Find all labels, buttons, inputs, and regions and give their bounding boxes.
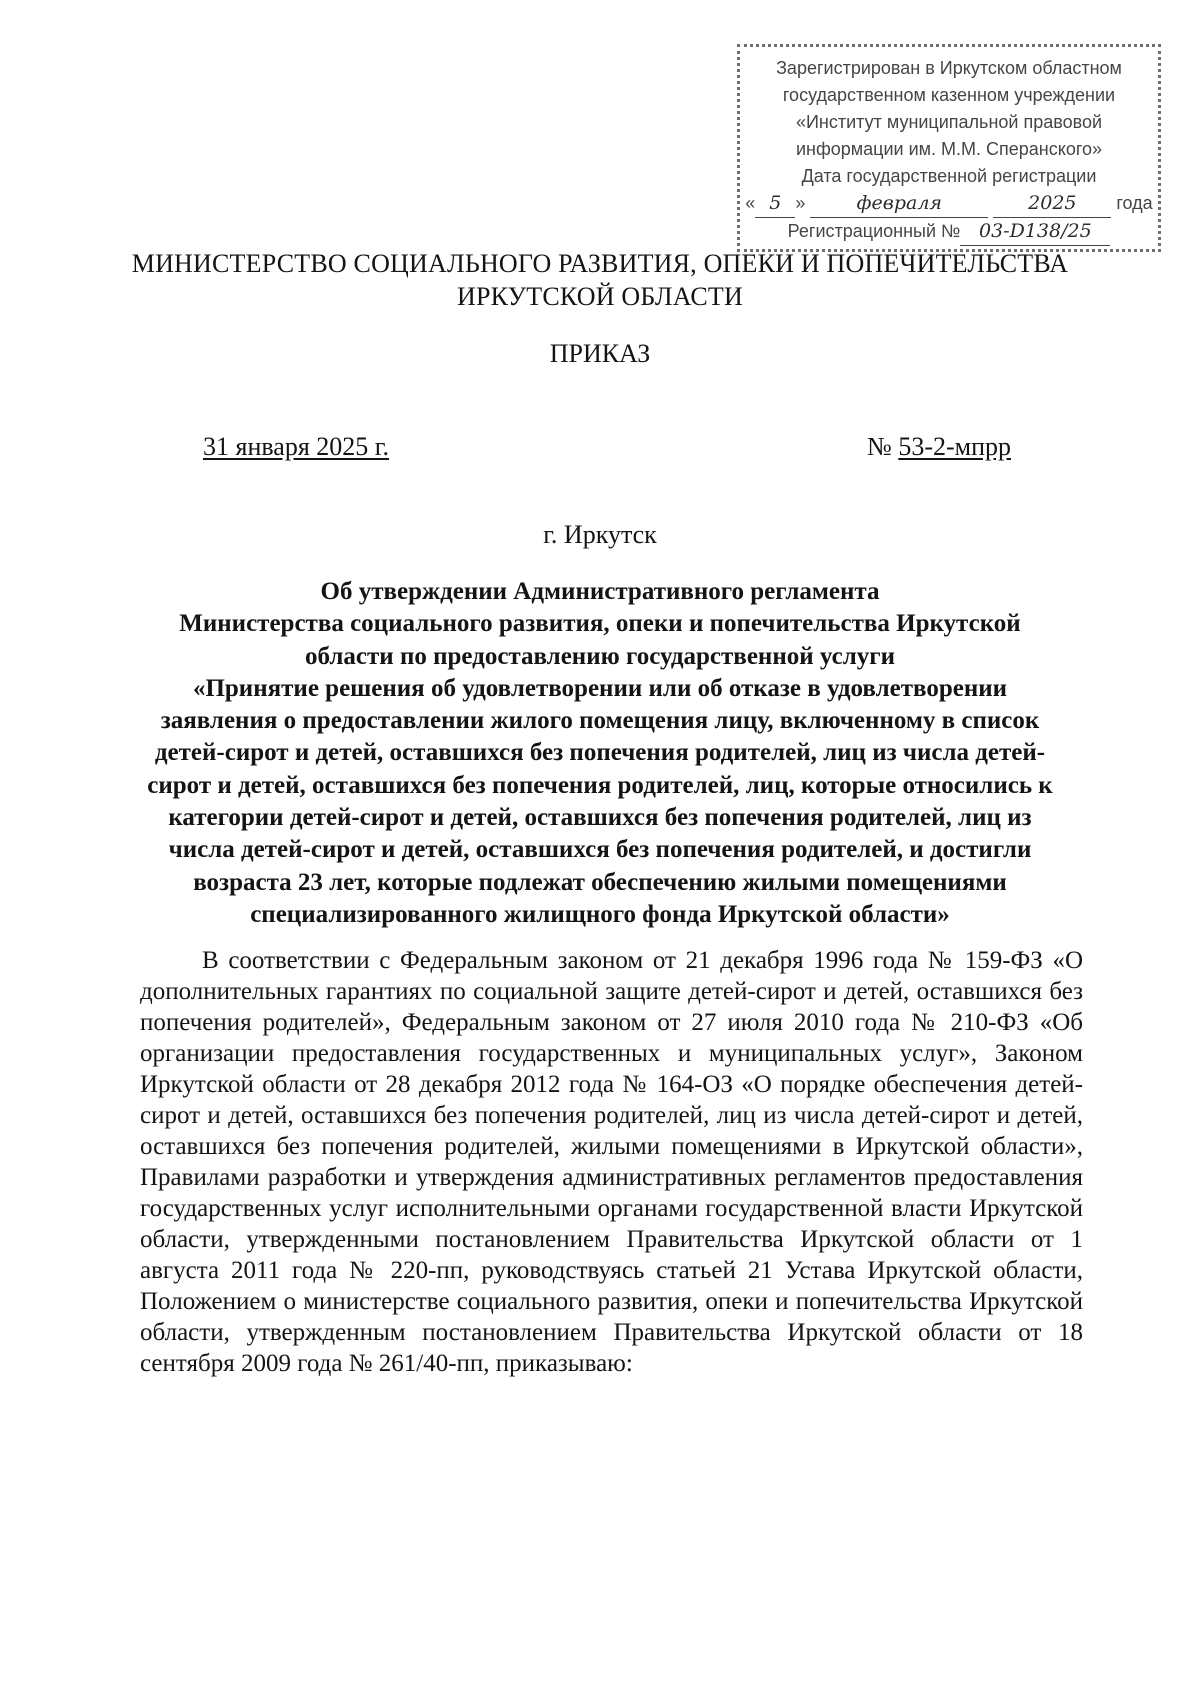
stamp-close-quote: » [795,193,806,213]
order-city: г. Иркутск [543,520,657,549]
order-title-line: возраста 23 лет, которые подлежат обеспечению жилыми помещениями [193,868,1007,896]
order-title-line: специализированного жилищного фонда Иркутской области» [250,900,950,928]
document-type: ПРИКАЗ [549,339,651,368]
order-number-prefix: № [867,432,892,461]
order-title-line: числа детей-сирот и детей, оставшихся без попечения родителей, и достигли [168,836,1032,864]
stamp-date-suffix: года [1116,193,1153,213]
order-number [867,430,1011,463]
stamp-line: «Институт муниципальной правовой [795,112,1103,132]
stamp-line: информации им. М.М. Сперанского» [795,139,1103,159]
registration-stamp [737,44,1161,252]
stamp-date-month: февраля [810,190,988,218]
ministry-name-line: ИРКУТСКОЙ ОБЛАСТИ [456,282,743,311]
order-title-line: заявления о предоставлении жилого помещения лицу, включенному в список [160,707,1040,735]
order-title-line: сирот и детей, оставшихся без попечения родителей, лиц, которые относились к [147,771,1053,799]
stamp-registration-date [740,190,1158,218]
stamp-date-day: 5 [755,190,795,218]
ministry-name [0,247,1200,313]
stamp-line: государственном казенном учреждении [782,85,1116,105]
ministry-name-line: МИНИСТЕРСТВО СОЦИАЛЬНОГО РАЗВИТИЯ, ОПЕКИ И ПОПЕЧИТЕЛЬСТВА [131,249,1069,278]
order-number-value: 53-2-мпрр [898,432,1011,461]
order-title-line: категории детей-сирот и детей, оставшихся без попечения родителей, лиц из [168,804,1032,832]
stamp-open-quote: « [745,193,756,213]
stamp-registration-number [740,218,1158,246]
order-title-line: «Принятие решения об удовлетворении или об отказе в удовлетворении [192,674,1008,702]
preamble-paragraph: В соответствии с Федеральным законом от 21 декабря 1996 года № 159-ФЗ «О дополнительных гарантиях по социальной защите детей-сирот и детей, оставшихся без попечения родителей», Федеральным законом от 27 июля 2010 года № 210-ФЗ «Об организации предоставления государственных и муниципальных услуг», Законом Иркутской области от 28 декабря 2012 года № 164-ОЗ «О порядке обеспечения детей-сирот и детей, оставшихся без попечения родителей, лиц из числа детей-сирот и детей, оставшихся без попечения родителей, жилыми помещениями в Иркутской области», Правилами разработки и утверждения административных регламентов предоставления государственных услуг исполнительными органами государственной власти Иркутской области, утвержденными постановлением Правительства Иркутской области от 1 августа 2011 года № 220-пп, руководствуясь статьей 21 Устава Иркутской области, Положением о министерстве социального развития, опеки и попечительства Иркутской области, утвержденным постановлением Правительства Иркутской области от 18 сентября 2009 года № 261/40-пп, приказываю: [140,947,1083,1377]
stamp-reg-label: Регистрационный № [787,221,961,241]
order-title [120,576,1080,931]
stamp-line: Дата государственной регистрации [801,166,1097,186]
stamp-reg-number: 03-D138/25 [960,218,1110,246]
order-title-line: области по предоставлению государственной услуги [305,642,895,670]
stamp-line: Зарегистрирован в Иркутском областном [776,58,1122,78]
order-date: 31 января 2025 г. [203,432,390,461]
order-title-line: Об утверждении Административного регламента [320,578,880,605]
stamp-date-year: 2025 [993,190,1111,218]
order-title-line: детей-сирот и детей, оставшихся без попечения родителей, лиц из числа детей- [154,739,1046,767]
order-title-line: Министерства социального развития, опеки и попечительства Иркутской [179,610,1021,638]
